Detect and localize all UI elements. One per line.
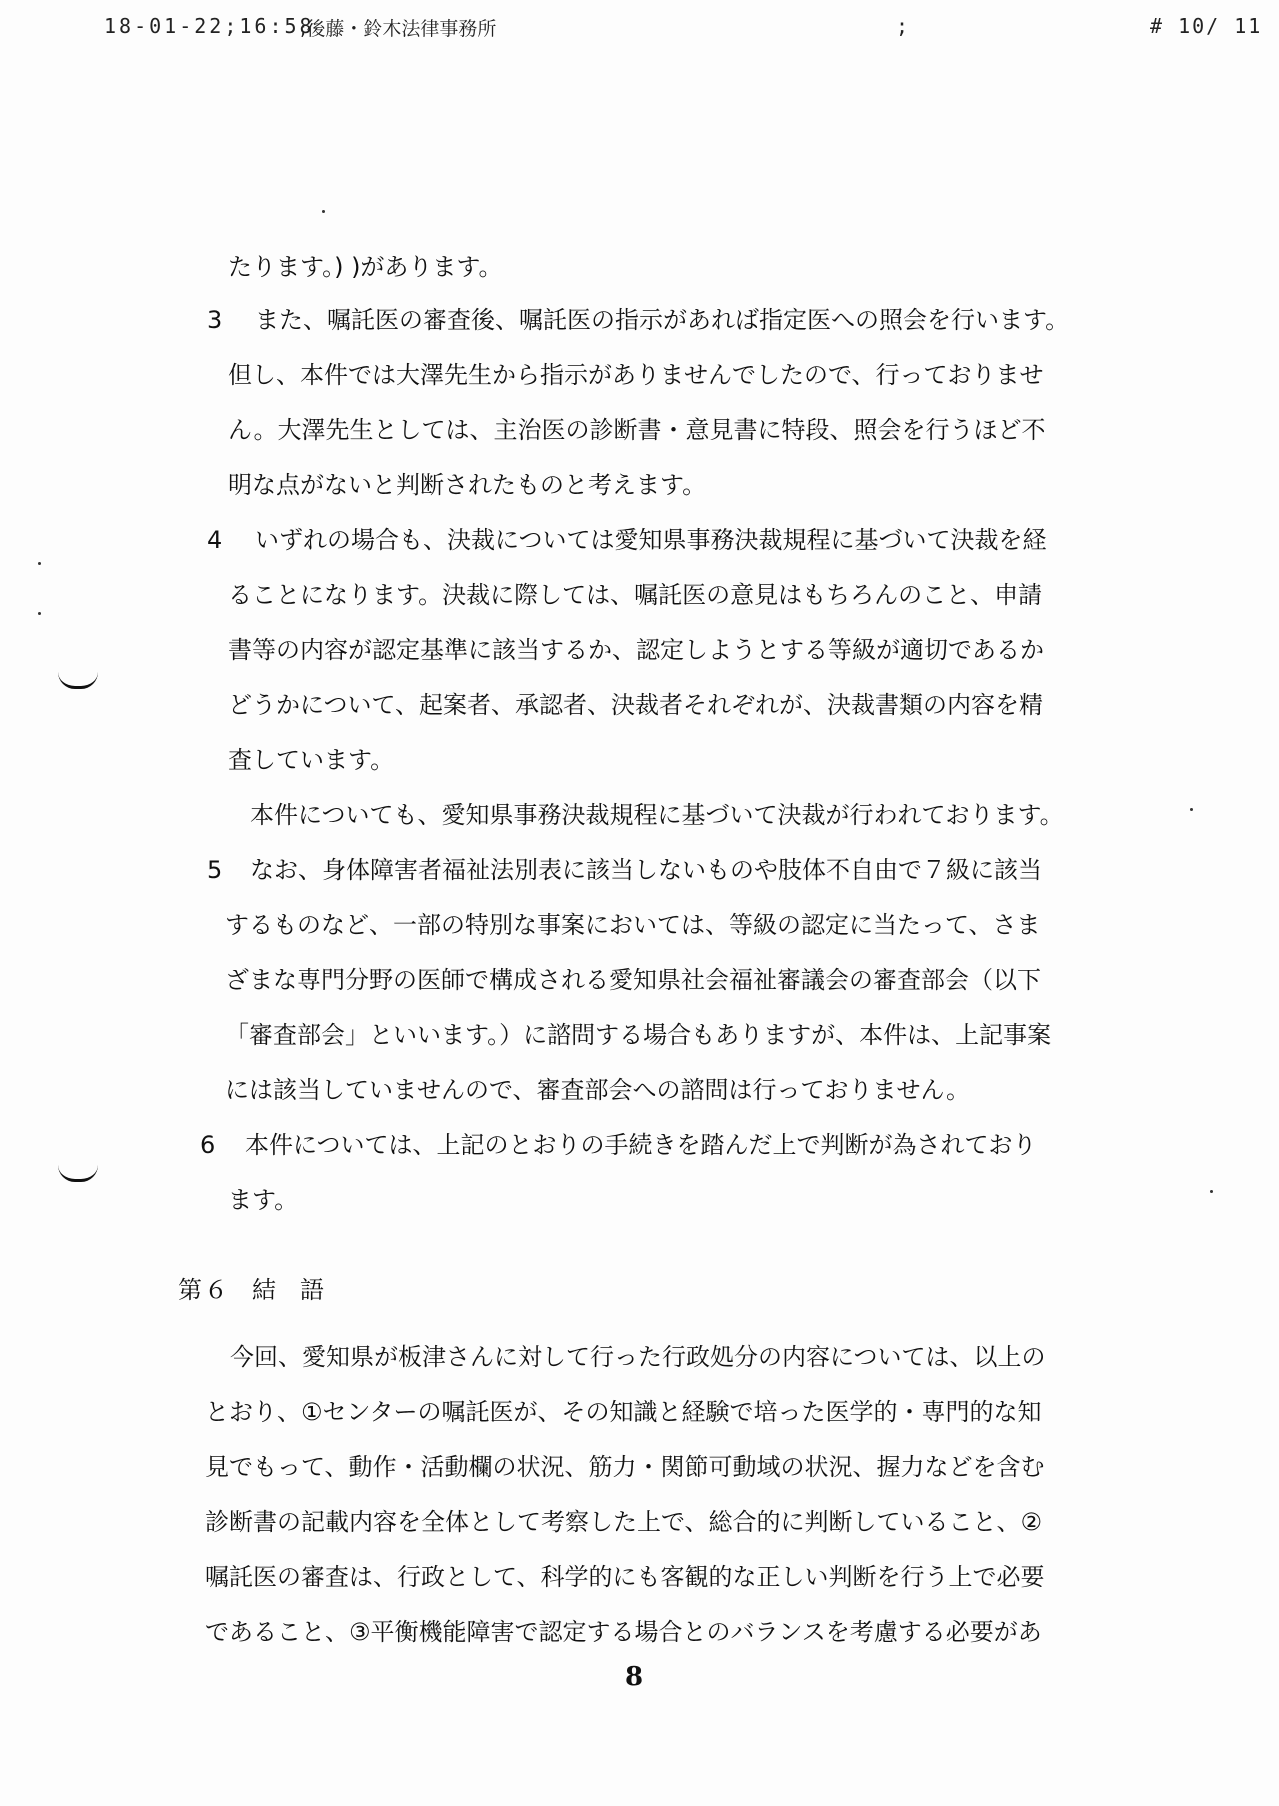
- fax-separator: ;: [896, 14, 909, 38]
- conclusion-line: とおり、①センターの嘱託医が、その知識と経験で培った医学的・専門的な知: [205, 1398, 1042, 1426]
- page-number: 8: [625, 1662, 644, 1692]
- body-line: ん。大澤先生としては、主治医の診断書・意見書に特段、照会を行うほど不: [228, 416, 1046, 444]
- section-heading: [178, 1270, 348, 1305]
- item-number: 5: [207, 856, 223, 884]
- conclusion-line: 診断書の記載内容を全体として考察した上で、総合的に判断していること、②: [205, 1508, 1043, 1536]
- conclusion-line: 嘱託医の審査は、行政として、科学的にも客観的な正しい判断を行う上で必要: [205, 1563, 1045, 1591]
- scan-speck: [38, 612, 41, 615]
- fax-header: [0, 14, 1279, 48]
- section-title-char: 語: [300, 1276, 326, 1304]
- binder-hole-mark: [58, 672, 98, 689]
- item-number: 3: [207, 306, 223, 334]
- conclusion-line: 今回、愛知県が板津さんに対して行った行政処分の内容については、以上の: [230, 1343, 1046, 1371]
- scan-speck: [1210, 1190, 1213, 1193]
- body-line: なお、身体障害者福祉法別表に該当しないものや肢体不自由で７級に該当: [250, 856, 1042, 884]
- body-line: ることになります。決裁に際しては、嘱託医の意見はもちろんのこと、申請: [228, 581, 1043, 609]
- body-line: には該当していませんので、審査部会への諮問は行っておりません。: [225, 1076, 970, 1104]
- body-line: 但し、本件では大澤先生から指示がありませんでしたので、行っておりませ: [228, 361, 1044, 389]
- fax-sender: ;後藤・鈴木法律事務所: [300, 18, 497, 40]
- fax-page-count: # 10/ 11: [1150, 14, 1263, 38]
- body-line: いずれの場合も、決裁については愛知県事務決裁規程に基づいて決裁を経: [255, 526, 1047, 554]
- binder-hole-mark: [58, 1165, 98, 1182]
- scan-speck: [1190, 808, 1193, 811]
- scan-speck: [38, 562, 41, 565]
- body-line: 査しています。: [228, 746, 395, 774]
- section-number: 第６: [178, 1276, 230, 1304]
- body-line: どうかについて、起案者、承認者、決裁者それぞれが、決裁書類の内容を精: [228, 691, 1044, 719]
- body-line: するものなど、一部の特別な事案においては、等級の認定に当たって、さま: [225, 911, 1041, 939]
- conclusion-line: であること、③平衡機能障害で認定する場合とのバランスを考慮する必要があ: [205, 1618, 1042, 1646]
- item-number: 4: [207, 526, 223, 554]
- body-line: 本件については、上記のとおりの手続きを踏んだ上で判断が為されており: [245, 1131, 1037, 1159]
- body-line: ます。: [228, 1186, 299, 1214]
- scan-speck: [322, 210, 325, 213]
- body-line: ざまな専門分野の医師で構成される愛知県社会福祉審議会の審査部会（以下: [225, 966, 1041, 994]
- section-title-char: 結: [252, 1276, 278, 1304]
- body-line: 明な点がないと判断されたものと考えます。: [228, 471, 707, 499]
- body-line: たります。) )があります。: [228, 253, 503, 281]
- fax-datetime: 18-01-22;16:58: [104, 14, 315, 38]
- conclusion-line: 見でもって、動作・活動欄の状況、筋力・関節可動域の状況、握力などを含む: [205, 1453, 1045, 1481]
- body-line: また、嘱託医の審査後、嘱託医の指示があれば指定医への照会を行います。: [255, 306, 1070, 334]
- body-line: 本件についても、愛知県事務決裁規程に基づいて決裁が行われております。: [250, 801, 1064, 829]
- body-line: 書等の内容が認定基準に該当するか、認定しようとする等級が適切であるか: [228, 636, 1044, 664]
- body-line: 「審査部会」といいます。）に諮問する場合もありますが、本件は、上記事案: [225, 1021, 1052, 1049]
- item-number: 6: [200, 1131, 216, 1159]
